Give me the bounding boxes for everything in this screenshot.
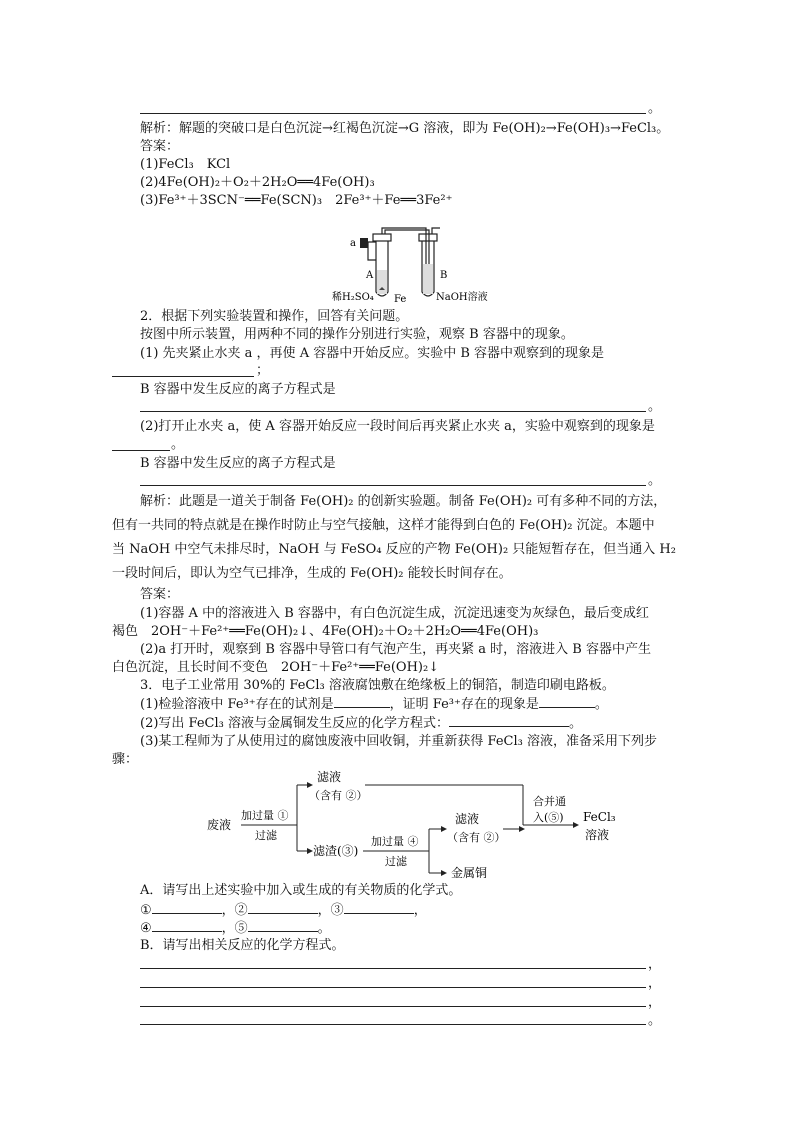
q2-part2-end: 。 (171, 437, 185, 452)
q2-part1-end: ； (256, 363, 270, 378)
q2-part2: (2)打开止水夹 a，使 A 容器开始反应一段时间后再夹紧止水夹 a，实验中观察到的现象是 (140, 419, 655, 434)
q2-part1-ion-blank[interactable] (140, 411, 646, 412)
q2-part2-ion-end: 。 (648, 473, 662, 488)
q3-reagent-blank[interactable] (334, 695, 390, 708)
recovery-flowchart (205, 765, 635, 880)
flow-add2: 加过量 ④ (371, 835, 419, 848)
answer-1-1: (1)FeCl₃ KCl (140, 157, 231, 172)
flow-filter2: 过滤 (385, 855, 407, 868)
qB-label: B．请写出相关反应的化学方程式。 (140, 938, 345, 953)
flow-product2: 溶液 (585, 828, 610, 842)
answer-1-3: (3)Fe³⁺＋3SCN⁻══Fe(SCN)₃ 2Fe³⁺＋Fe══3Fe²⁺ (140, 193, 453, 208)
q2-title: 2．根据下列实验装置和操作，回答有关问题。 (140, 309, 409, 324)
flow-contains2: （含有 ②） (447, 831, 506, 844)
analysis-2-line3: 当 NaOH 中空气未排尽时，NaOH 与 FeSO₄ 反应的产物 Fe(OH)₂ 只能短暂存在，但当通入 H₂ (112, 542, 676, 557)
qA-blank3[interactable] (344, 901, 414, 914)
qB-end: 。 (648, 1013, 662, 1028)
answer-blank-top[interactable] (140, 113, 646, 114)
qA-n2: ，② (221, 903, 248, 918)
right-reagent-label: NaOH溶液 (436, 292, 488, 303)
qA-blank5[interactable] (248, 919, 318, 932)
q2-part1: (1) 先夹紧止水夹 a ，再使 A 容器中开始反应。实验中 B 容器中观察到的现象是 (140, 346, 605, 361)
tube-a-label: A (366, 270, 374, 281)
fe-label: Fe (394, 294, 407, 305)
flow-add1: 加过量 ① (241, 809, 289, 822)
qB-blank1[interactable] (140, 968, 646, 969)
flow-copper: 金属铜 (451, 866, 488, 880)
q3-part3: (3)某工程师为了从使用过的腐蚀废液中回收铜，并重新获得 FeCl₃ 溶液，准备采用下列步 (140, 734, 657, 749)
q2-part2-ion-blank[interactable] (140, 485, 646, 486)
q3-part1-prompt-a: (1)检验溶液中 Fe³⁺存在的试剂是 (140, 697, 334, 712)
analysis-1 (140, 120, 669, 138)
qA-blank2[interactable] (248, 901, 318, 914)
q2-part1-blank[interactable] (112, 376, 254, 377)
clamp-label: a (350, 238, 356, 249)
qB-comma2: ， (648, 976, 662, 991)
analysis-text: 解题的突破口是白色沉淀→红褐色沉淀→G 溶液，即为 Fe(OH)₂→Fe(OH)₃→FeCl₃。 (179, 121, 670, 136)
tube-b-label: B (440, 270, 448, 281)
answer2-label: 答案： (140, 587, 180, 602)
q3-phenomenon-blank[interactable] (539, 695, 595, 708)
qB-comma3: ， (648, 995, 662, 1010)
answer-1-2: (2)4Fe(OH)₂＋O₂＋2H₂O══4Fe(OH)₃ (140, 175, 375, 190)
answer2-line2: 褐色 2OH⁻＋Fe²⁺══Fe(OH)₂↓、4Fe(OH)₂＋O₂＋2H₂O══4Fe(OH)₃ (112, 624, 539, 639)
q3-equation-blank[interactable] (449, 714, 569, 727)
qA-n1: ① (140, 903, 152, 918)
qA-row2 (140, 919, 331, 938)
flow-filtrate2: 滤液 (455, 812, 480, 826)
q2-part1-ion-end: 。 (648, 399, 662, 414)
qB-blank4[interactable] (140, 1024, 646, 1025)
flow-product: FeCl₃ (583, 810, 616, 824)
flow-filter1: 过滤 (255, 829, 277, 842)
flow-waste: 废液 (207, 818, 232, 832)
qA-blank4[interactable] (152, 919, 222, 932)
q3-part1-prompt-b: ，证明 Fe³⁺存在的现象是 (389, 697, 539, 712)
analysis-2-line4: 一段时间后，即认为空气已排净，生成的 Fe(OH)₂ 能较长时间存在。 (112, 566, 512, 581)
qB-blank3[interactable] (140, 1006, 646, 1007)
flow-contains1: （含有 ②） (309, 789, 368, 802)
answer2-line4: 白色沉淀，且长时间不变色 2OH⁻＋Fe²⁺══Fe(OH)₂↓ (112, 660, 440, 675)
answer2-line3: (2)a 打开时，观察到 B 容器中导管口有气泡产生，再夹紧 a 时，溶液进入 B 容器中产生 (140, 642, 651, 657)
analysis-2-line1: 解析：此题是一道关于制备 Fe(OH)₂ 的创新实验题。制备 Fe(OH)₂ 可有多种不同的方法， (140, 494, 667, 509)
q3-part3-cont: 骤： (112, 752, 139, 767)
q2-part1-ion-prompt: B 容器中发生反应的离子方程式是 (140, 382, 336, 397)
qA-n3-end: ， (413, 903, 427, 918)
qA-n3: ，③ (317, 903, 344, 918)
flow-filtrate1: 滤液 (317, 770, 342, 784)
qA-end: 。 (317, 921, 331, 936)
q2-part2-blank[interactable] (112, 450, 170, 451)
q3-part1 (140, 695, 608, 714)
qA-n4: ④ (140, 921, 152, 936)
q2-part2-ion-prompt: B 容器中发生反应的离子方程式是 (140, 456, 336, 471)
answer-label: 答案： (140, 139, 180, 154)
answer2-line1: (1)容器 A 中的溶液进入 B 容器中，有白色沉淀生成，沉淀迅速变为灰绿色，最后变成红 (140, 606, 649, 621)
sentence-end: 。 (648, 101, 662, 116)
qA-label: A．请写出上述实验中加入或生成的有关物质的化学式。 (140, 883, 462, 898)
qA-row1 (140, 901, 427, 920)
qA-n5: ，⑤ (221, 921, 248, 936)
analysis-label: 解析： (140, 121, 180, 136)
qB-blank2[interactable] (140, 987, 646, 988)
analysis-2-line2: 但有一共同的特点就是在操作时防止与空气接触，这样才能得到白色的 Fe(OH)₂ 沉淀。本题中 (112, 518, 655, 533)
flow-residue: 滤渣(③) (313, 844, 359, 858)
flow-into: 入(⑤) (533, 811, 564, 824)
qB-comma1: ， (648, 957, 662, 972)
qA-blank1[interactable] (152, 901, 222, 914)
q3-part2-prompt: (2)写出 FeCl₃ 溶液与金属铜发生反应的化学方程式： (140, 716, 449, 731)
left-reagent-label: 稀H₂SO₄ (332, 292, 374, 303)
q3-part2 (140, 714, 582, 733)
q3-title: 3．电子工业常用 30%的 FeCl₃ 溶液腐蚀敷在绝缘板上的铜箔，制造印刷电路板。 (140, 678, 615, 693)
q3-part2-end: 。 (569, 716, 583, 731)
flow-merge: 合并通 (533, 795, 566, 808)
clamp-icon (360, 238, 368, 248)
q3-part1-end: 。 (594, 697, 608, 712)
apparatus-diagram (330, 220, 490, 305)
q2-intro: 按图中所示装置，用两种不同的操作分别进行实验，观察 B 容器中的现象。 (140, 327, 574, 342)
